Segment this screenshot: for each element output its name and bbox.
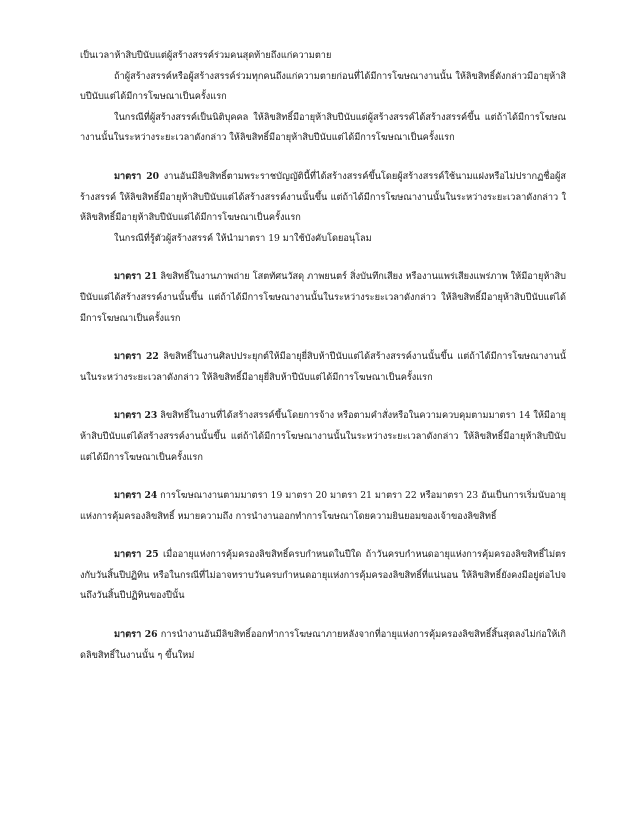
section-number: มาตรา 23	[114, 410, 158, 422]
section-number: มาตรา 26	[114, 629, 158, 641]
paragraph-5	[80, 229, 566, 250]
paragraph-2	[80, 67, 566, 108]
section-number: มาตรา 25	[114, 549, 159, 561]
section-26	[80, 625, 566, 666]
section-text: ลิขสิทธิ์ในงานภาพถ่าย โสตทัศนวัสดุ ภาพยนตร์ สิ่งบันทึกเสียง หรืองานแพร่เสียงแพร่ภาพ ให้มีอายุห้าสิบปีนับแต่ได้สร้างสรรค์งานนั้นขึ้น แต่ถ้าได้มีการโฆษณางานนั้นในระหว่างระยะเวลาดังกล่าว ให้ลิขสิทธิ์มีอายุห้าสิบปีนับแต่ได้มีการโฆษณาเป็นครั้งแรก	[80, 271, 566, 324]
paragraph-3	[80, 108, 566, 149]
document-page	[80, 46, 566, 666]
section-23	[80, 406, 566, 468]
section-text: การโฆษณางานตามมาตรา 19 มาตรา 20 มาตรา 21 มาตรา 22 หรือมาตรา 23 อันเป็นการเริ่มนับอายุแห่งการคุ้มครองลิขสิทธิ์ หมายความถึง การนำงานออกทำการโฆษณาโดยความยินยอมของเจ้าของลิขสิทธิ์	[80, 490, 566, 522]
section-number: มาตรา 22	[114, 351, 159, 363]
paragraph-text: เป็นเวลาห้าสิบปีนับแต่ผู้สร้างสรรค์ร่วมคนสุดท้ายถึงแก่ความตาย	[80, 50, 332, 61]
section-number: มาตรา 20	[114, 170, 160, 182]
section-number: มาตรา 21	[114, 271, 158, 283]
section-number: มาตรา 24	[114, 490, 158, 502]
section-24	[80, 486, 566, 527]
section-text: งานอันมีลิขสิทธิ์ตามพระราชบัญญัตินี้ที่ได้สร้างสรรค์ขึ้นโดยผู้สร้างสรรค์ใช้นามแฝงหรือไม่ปรากฏชื่อผู้สร้างสรรค์ ให้ลิขสิทธิ์มีอายุห้าสิบปีนับแต่ได้สร้างสรรค์งานนั้นขึ้น แต่ถ้าได้มีการโฆษณางานนั้นในระหว่างระยะเวลาดังกล่าว ให้ลิขสิทธิ์มีอายุห้าสิบปีนับแต่ได้มีการโฆษณาเป็นครั้งแรก	[80, 170, 566, 224]
section-text: การนำงานอันมีลิขสิทธิ์ออกทำการโฆษณาภายหลังจากที่อายุแห่งการคุ้มครองลิขสิทธิ์สิ้นสุดลงไม่ก่อให้เกิดลิขสิทธิ์ในงานนั้น ๆ ขึ้นใหม่	[80, 629, 566, 661]
paragraph-text: ในกรณีที่รู้ตัวผู้สร้างสรรค์ ให้นำมาตรา 19 มาใช้บังคับโดยอนุโลม	[114, 232, 372, 244]
section-21	[80, 267, 566, 329]
paragraph-text: ถ้าผู้สร้างสรรค์หรือผู้สร้างสรรค์ร่วมทุกคนถึงแก่ความตายก่อนที่ได้มีการโฆษณางานนั้น ให้ลิขสิทธิ์ดังกล่าวมีอายุห้าสิบปีนับแต่ได้มีการโฆษณาเป็นครั้งแรก	[80, 70, 566, 103]
section-text: ลิขสิทธิ์ในงานศิลปประยุกต์ให้มีอายุยี่สิบห้าปีนับแต่ได้สร้างสรรค์งานนั้นขึ้น แต่ถ้าได้มีการโฆษณางานนั้นในระหว่างระยะเวลาดังกล่าว ให้ลิขสิทธิ์มีอายุยี่สิบห้าปีนับแต่ได้มีการโฆษณาเป็นครั้งแรก	[80, 351, 566, 383]
paragraph-1	[80, 46, 566, 67]
paragraph-text: ในกรณีที่ผู้สร้างสรรค์เป็นนิติบุคคล ให้ลิขสิทธิ์มีอายุห้าสิบปีนับแต่ผู้สร้างสรรค์ได้สร้างสรรค์ขึ้น แต่ถ้าได้มีการโฆษณางานนั้นในระหว่างระยะเวลาดังกล่าว ให้ลิขสิทธิ์มีอายุห้าสิบปีนับแต่ได้มีการโฆษณาเป็นครั้งแรก	[80, 111, 566, 144]
section-text: ลิขสิทธิ์ในงานที่ได้สร้างสรรค์ขึ้นโดยการจ้าง หรือตามคำสั่งหรือในความควบคุมตามมาตรา 14 ให้มีอายุห้าสิบปีนับแต่ได้สร้างสรรค์งานนั้นขึ้น แต่ถ้าได้มีการโฆษณางานนั้นในระหว่างระยะเวลาดังกล่าว ให้ลิขสิทธิ์มีอายุห้าสิบปีนับแต่ได้มีการโฆษณาเป็นครั้งแรก	[80, 410, 566, 463]
section-text: เมื่ออายุแห่งการคุ้มครองลิขสิทธิ์ครบกำหนดในปีใด ถ้าวันครบกำหนดอายุแห่งการคุ้มครองลิขสิทธิ์ไม่ตรงกับวันสิ้นปีปฏิทิน หรือในกรณีที่ไม่อาจทราบวันครบกำหนดอายุแห่งการคุ้มครองลิขสิทธิ์ที่แน่นอน ให้ลิขสิทธิ์ยังคงมีอยู่ต่อไปจนถึงวันสิ้นปีปฏิทินของปีนั้น	[80, 549, 566, 602]
section-25	[80, 545, 566, 607]
section-22	[80, 347, 566, 388]
section-20	[80, 167, 566, 229]
